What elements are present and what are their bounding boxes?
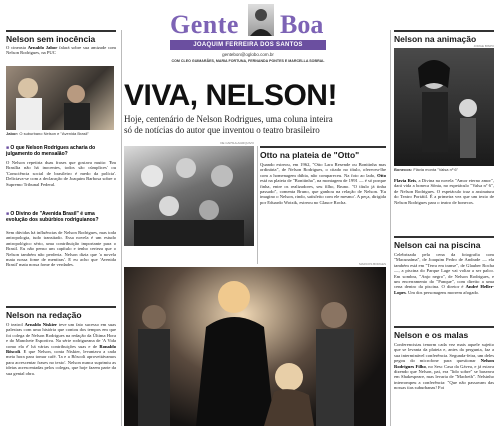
photo2-credit: MARCOS BORGES xyxy=(359,262,386,266)
main-subhead-line-1: Hoje, centenário de Nelson Rodrigues, uma coluna inteira xyxy=(124,114,333,124)
answer-2: Sem dúvidas há influências de Nelson Rodrigues, mas toda antropologia, tudo transitado. Essa novela é um estudo antropológico sério, uma contribuição importante para o Brasil. Eu não penso um capítulo e tenho certeza que o Nelson também não perderia. Nelson dizia que 'a novela mata nossa fome de mentiras'. E eu acho que 'Avenida Brasil' mata nossa fome de verdades. xyxy=(6,230,116,268)
columnist-name: JOAQUIM FERREIRA DOS SANTOS xyxy=(193,42,303,48)
masthead-brand-left: Gente xyxy=(170,10,239,39)
masthead-brand-right: Boa xyxy=(280,10,324,39)
photo3-credit: JORGE BISPO xyxy=(473,44,494,48)
section-title-piscina: Nelson cai na piscina xyxy=(394,240,481,250)
answer-1: O Nelson repetiria duas frases que gostava muito: 'Em Brasília não há inocentes, todos são cúmplices' ou 'Consciência social de brasileiro é medo da polícia'. Deliciava-se com a declaração de Joaquim Barbosa sobre o Supremo Tribunal Federal. xyxy=(6,160,116,187)
section-rule xyxy=(394,30,494,32)
piscina-event-photo xyxy=(124,267,386,426)
piscina-event-illustration xyxy=(124,267,386,426)
photo1-credit: DE CAPSULA/ARQUIVO xyxy=(220,141,254,145)
columnist-name-bar xyxy=(170,40,326,50)
jabor-photo-illustration xyxy=(6,66,114,130)
masthead xyxy=(130,2,370,80)
columnist-portrait xyxy=(248,4,274,36)
column-divider xyxy=(257,146,258,264)
jabor-photo xyxy=(6,66,114,130)
bonecos-caption: Bonecos: Flávia monta "Valsa nº 6" xyxy=(394,167,459,172)
otto-plateia-illustration xyxy=(124,146,254,246)
article-sem-inocencia: O cineasta Arnaldo Jabor falará sobre sua amizade com Nelson Rodrigues, na PUC xyxy=(6,45,116,56)
bonecos-illustration xyxy=(394,48,494,166)
article-piscina: Celebrizada pela cena da fotografia com "Macunaíma", de Joaquim Pedro de Andrade — ela também está em "Terra em transe", de Glauber Rocha —, a piscina do Parque Lage vai voltar a ser palco. Em sombra, "Anjo negro", de Nelson Rodrigues, e um encerramento do "Panque", com direito a uma cena dentro da piscina. O diretor é André Heller-Lopes. Um dos personagens morrem afogado. xyxy=(394,252,494,295)
section-rule xyxy=(6,306,116,308)
masthead-staff: COM CLEO GUIMARÃES, MARIA FORTUNA, FERNANDA PONTES E MARCELLA SOBRAL xyxy=(171,59,325,63)
column-divider xyxy=(390,30,391,426)
question-2: ■ O Divino de "Avenida Brasil" é uma evolução dos subúrbios rodriguianos? xyxy=(6,211,99,223)
section-title-sem-inocencia: Nelson sem inocência xyxy=(6,34,96,44)
section-title-malas: Nelson e os malas xyxy=(394,330,469,340)
column-divider xyxy=(121,30,122,426)
section-rule xyxy=(394,326,494,328)
section-rule xyxy=(394,236,494,238)
section-title-animacao: Nelson na animação xyxy=(394,34,477,44)
masthead-email[interactable]: gentebon@oglobo.com.br xyxy=(222,52,274,57)
portrait-illustration xyxy=(248,4,274,36)
otto-plateia-photo xyxy=(124,146,254,246)
bonecos-photo xyxy=(394,48,494,166)
section-title-redacao: Nelson na redação xyxy=(6,310,82,320)
article-animacao: Flavia Reis, a Divina na novela "Amor eterno amor", dará vida a boneca Sônia, no espetáculo "Valsa nº 6", de Nelson Rodrigues. O espetáculo traz a assinatura do Teatro Portátil. É a primeira vez que um texto de Nelson Rodrigues para o teatro de bonecos. xyxy=(394,178,494,205)
article-malas: Conferencistas tenorm cada vez mais aquele sujeito que se levanta da plateia e, antes da pergunta, faz a sua interminável conferência. Segunda-feira, um deles pegou do microfone para questionar Nelson Rodrigues Filho, no Sesc Casa da Gávea, e já estava dizendo que Nelson, pai, era "lido sobre" se baseava em Shakespeare, mas levaria de "Macbeth". Nelsinho interrompeu a conferência: "Que não passavam das nossas tias suburbanas! Foi xyxy=(394,342,494,391)
main-headline: VIVA, NELSON! xyxy=(124,79,337,112)
article-otto: Quando estreou, em 1962, "Otto Lara Resende ou Bonitinha mas ordinária", de Nelson Rodrigues, o citado no título, ofereceu-lhe com a homenagem dúbia, não compareceu. Na foto ao lado, Otto está na plateia de "Bonitinha", na montagem de 1991 — é só porque finha, entre os realizadores, seu filho, Bruno. "O título já tinha passado", comenta Bruno, que ganhou na relação de Nelson. 'Eu imagino o Nelson, rindo, satisfeito com ele mesmo'. A peça, dirigida por Eduardo Wotzik, estreou no Glauce Rocha. xyxy=(260,162,386,205)
jabor-photo-caption: Jabor: O suburbano Nelson e "Avenida Brasil" xyxy=(6,131,89,136)
article-redacao: O teatrol Arnaldo Niskier teve um fato sucesso em suas palestras com uma história que contou dos tempos em que foi colega de Nelson Rodrigues na redação da Última Hora e do Manchete Esportiva. Na série rodrigueana de 'A Vida como ela é' há várias contribuições suas e de Ronaldo Bôscoli. E que Nelson, conta Niskier, levantava a cada meia hora para tomar café. 'Ia e a Bôscoli aproveitávamos para acrescentar frases no texto'. Nelson nunca suprimiu as ideias acrescentadas pelos colegas, que hoje fazem parte da sua genial obra. xyxy=(6,322,116,376)
section-rule xyxy=(6,30,116,32)
question-1: ■ O que Nelson Rodrigues acharia do julgamento do mensalão? xyxy=(6,145,96,157)
section-title-otto: Otto na plateia de "Otto" xyxy=(260,150,360,160)
main-subhead xyxy=(124,114,384,136)
section-rule xyxy=(260,146,386,148)
main-subhead-line-2: só de notícias do autor que inventou o teatro brasileiro xyxy=(124,125,320,135)
